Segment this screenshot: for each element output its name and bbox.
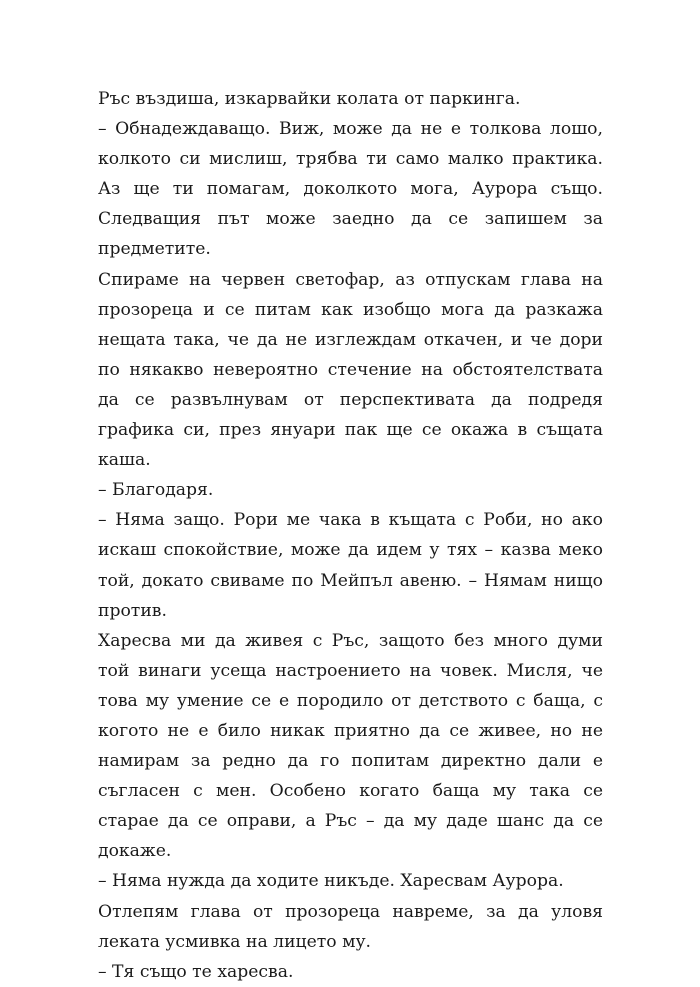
paragraph-4: – Благодаря. (98, 480, 214, 501)
paragraph-9: – Тя също те харесва. (98, 961, 294, 982)
paragraph-6: Харесва ми да живея с Ръс, защото без много думи той винаги усеща настроението на човек. Мисля, че това му умение се е породило от детството с баща, с когото не е било никак приятно да се живее, но не намирам за редно да го попитам директно дали е съгласен с мен. Особено когато баща му така се старае да се оправи, а Ръс – да му даде шанс да се докаже. (98, 630, 603, 862)
paragraph-8: Отлепям глава от прозореца навреме, за да уловя леката усмивка на лицето му. (98, 901, 603, 952)
book-page (98, 84, 603, 987)
paragraph-2: – Обнадеждаващо. Виж, може да не е толкова лошо, колкото си мислиш, трябва ти само малко практика. Аз ще ти помагам, доколкото мога, Аурора също. Следващия път може заедно да се запишем за предметите. (98, 119, 603, 260)
paragraph-7: – Няма нужда да ходите никъде. Харесвам Аурора. (98, 871, 564, 892)
paragraph-5: – Няма защо. Рори ме чака в къщата с Роби, но ако искаш спокойствие, може да идем у тях – казва меко той, докато свиваме по Мейпъл авеню. – Нямам нищо против. (98, 510, 603, 621)
paragraph-1: Ръс въздиша, изкарвайки колата от паркинга. (98, 89, 521, 109)
paragraph-3: Спираме на червен светофар, аз отпускам глава на прозореца и се питам как изобщо мога да разкажа нещата така, че да не изглеждам откачен, и че дори по някакво невероятно стечение на обстоятелствата да се развълнувам от перспективата да подредя графика си, през януари пак ще се окажа в същата каша. (98, 269, 603, 471)
